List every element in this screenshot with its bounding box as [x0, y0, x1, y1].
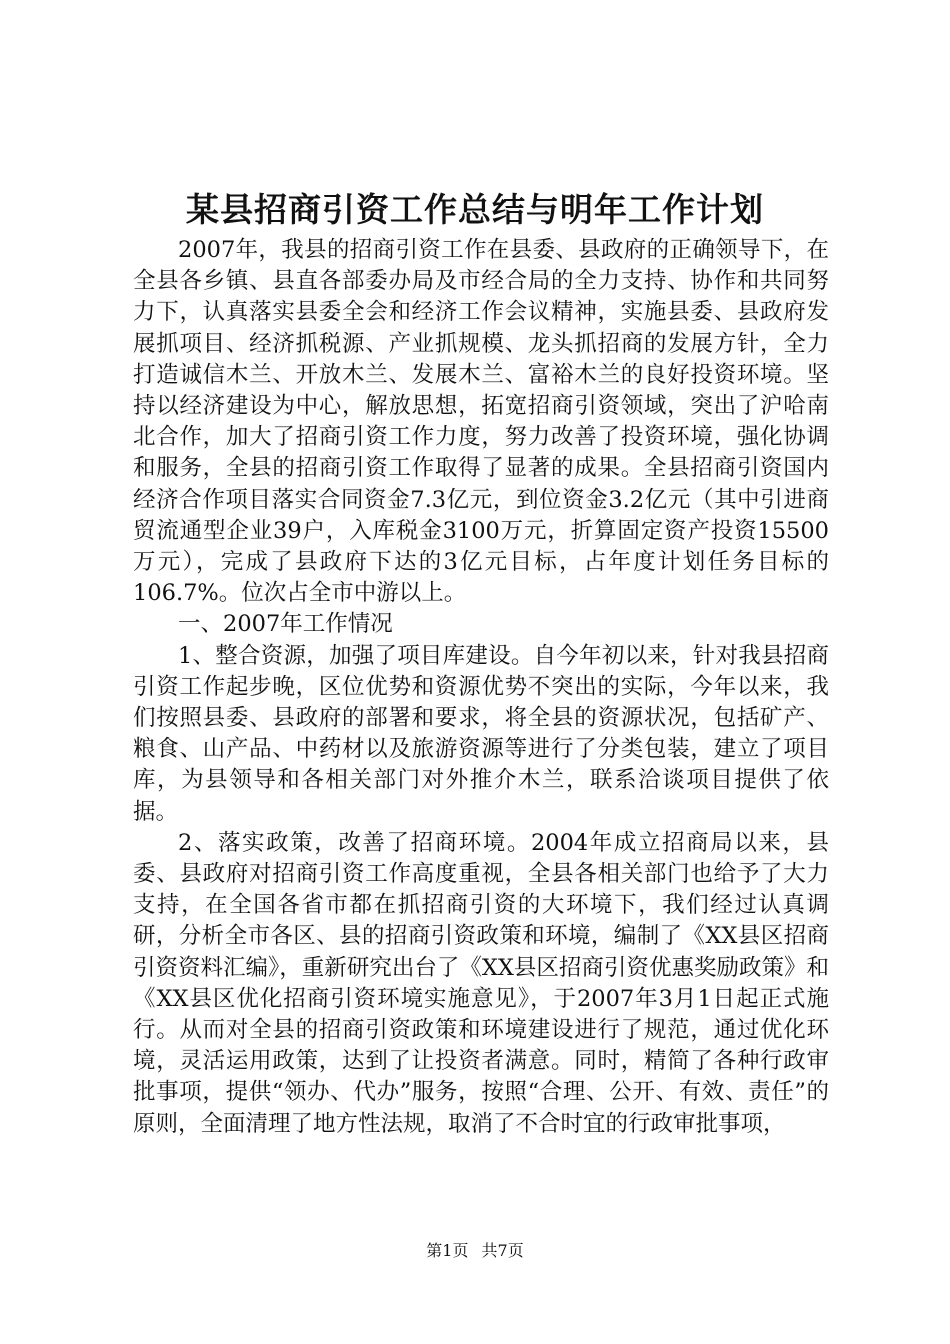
document-body — [133, 235, 829, 1140]
paragraph-item-2: 2、落实政策，改善了招商环境。2004年成立招商局以来，县委、县政府对招商引资工作高度重视，全县各相关部门也给予了大力支持，在全国各省市都在抓招商引资的大环境下，我们经过认真调研，分析全市各区、县的招商引资政策和环境，编制了《XX县区招商引资资料汇编》，重新研究出台了《XX县区招商引资优惠奖励政策》和《XX县区优化招商引资环境实施意见》，于2007年3月1日起正式施行。从而对全县的招商引资政策和环境建设进行了规范，通过优化环境，灵活运用政策，达到了让投资者满意。同时，精简了各种行政审批事项，提供“领办、代办”服务，按照“合理、公开、有效、责任”的原则，全面清理了地方性法规，取消了不合时宜的行政审批事项， — [133, 829, 829, 1137]
page-total: 共7页 — [481, 1241, 524, 1260]
page-footer — [0, 1240, 950, 1262]
document-title: 某县招商引资工作总结与明年工作计划 — [186, 190, 764, 229]
paragraph-intro: 2007年，我县的招商引资工作在县委、县政府的正确领导下，在全县各乡镇、县直各部委办局及市经合局的全力支持、协作和共同努力下，认真落实县委全会和经济工作会议精神，实施县委、县政府发展抓项目、经济抓税源、产业抓规模、龙头抓招商的发展方针，全力打造诚信木兰、开放木兰、发展木兰、富裕木兰的良好投资环境。坚持以经济建设为中心，解放思想，拓宽招商引资领域，突出了沪哈南北合作，加大了招商引资工作力度，努力改善了投资环境，强化协调和服务，全县的招商引资工作取得了显著的成果。全县招商引资国内经济合作项目落实合同资金7.3亿元，到位资金3.2亿元（其中引进商贸流通型企业39户，入库税金3100万元，折算固定资产投资15500万元），完成了县政府下达的3亿元目标，占年度计划任务目标的106.7%。位次占全市中游以上。 — [133, 237, 829, 607]
section-heading: 一、2007年工作情况 — [178, 611, 393, 638]
paragraph-item-1: 1、整合资源，加强了项目库建设。自今年初以来，针对我县招商引资工作起步晚，区位优势和资源优势不突出的实际，今年以来，我们按照县委、县政府的部署和要求，将全县的资源状况，包括矿产、粮食、山产品、中药材以及旅游资源等进行了分类包装，建立了项目库，为县领导和各相关部门对外推介木兰，联系洽谈项目提供了依据。 — [133, 642, 829, 825]
page-number: 第1页 — [426, 1241, 469, 1260]
